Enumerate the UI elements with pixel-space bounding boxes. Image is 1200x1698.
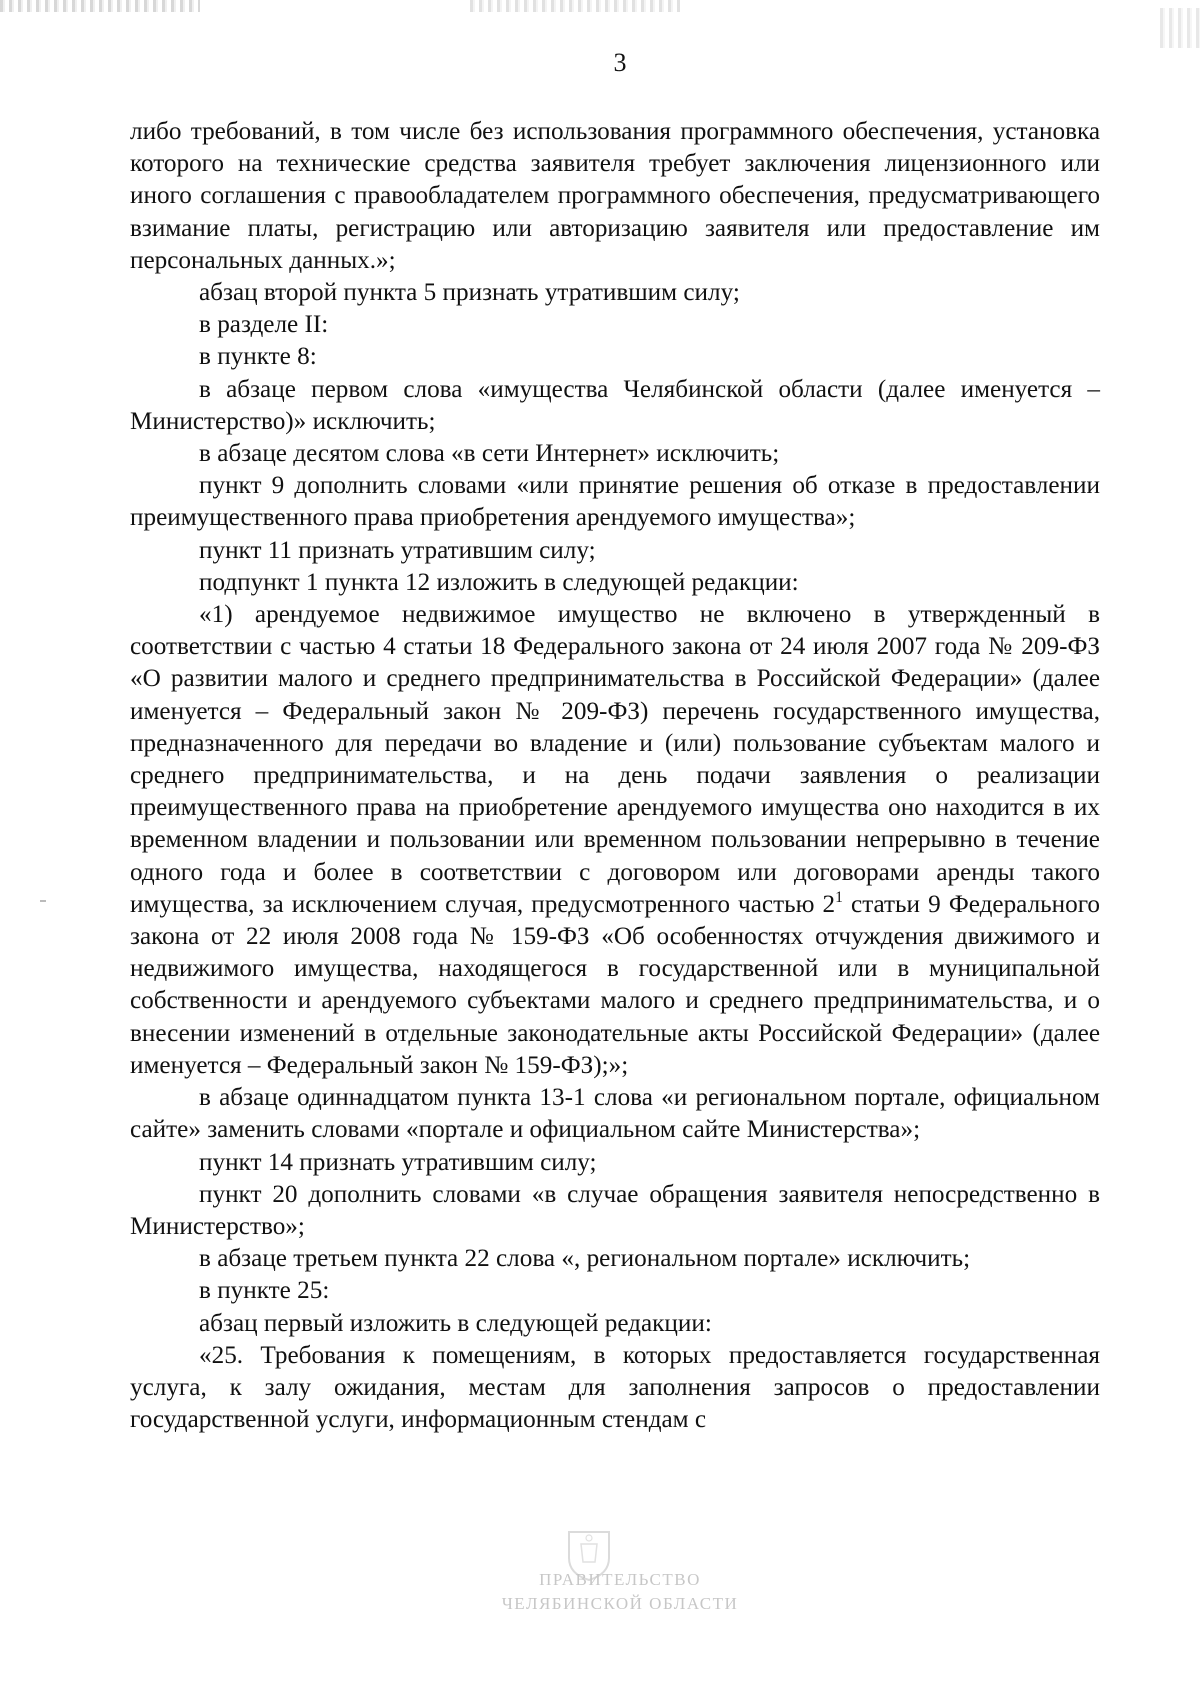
paragraph: пункт 9 дополнить словами «или принятие решения об отказе в предоставлении преимущественного права приобретения арендуемого имущества»; bbox=[130, 472, 1100, 532]
paragraph: пункт 11 признать утратившим силу; bbox=[199, 536, 596, 564]
paragraph: в абзаце третьем пункта 22 слова «, региональном портале» исключить; bbox=[199, 1245, 971, 1273]
paragraph: в абзаце десятом слова «в сети Интернет» исключить; bbox=[199, 440, 780, 468]
paragraph: в пункте 8: bbox=[199, 343, 317, 371]
paragraph: «25. Требования к помещениям, в которых предоставляется государственная услуга, к залу ожидания, местам для заполнения запросов о предоставлении государственной услуги, информационным стендам с bbox=[130, 1341, 1100, 1434]
government-watermark bbox=[0, 1568, 1200, 1616]
watermark-line: ЧЕЛЯБИНСКОЙ ОБЛАСТИ bbox=[501, 1594, 739, 1613]
watermark-line: ПРАВИТЕЛЬСТВО bbox=[539, 1570, 701, 1589]
paragraph: в разделе II: bbox=[199, 311, 329, 339]
document-body bbox=[130, 116, 1100, 1436]
page-number: 3 bbox=[613, 48, 627, 77]
paragraph: подпункт 1 пункта 12 изложить в следующей редакции: bbox=[199, 568, 799, 596]
scan-artifact bbox=[1160, 8, 1200, 48]
paragraph-text: статьи 9 Федерального закона от 22 июля 2008 года № 159-ФЗ «Об особенностях отчуждения движимого и недвижимого имущества, находящегося в государственной или в муниципальной собственности и арендуемого субъектами малого и среднего предпринимательства, и о внесении изменений в отдельные законодательные акты Российской Федерации» (далее именуется – Федеральный закон № 159-ФЗ);»; bbox=[130, 890, 1100, 1079]
paragraph: абзац второй пункта 5 признать утратившим силу; bbox=[199, 279, 740, 307]
paragraph bbox=[130, 599, 1100, 1082]
paragraph: в абзаце одиннадцатом пункта 13-1 слова «и региональном портале, официальном сайте» заменить словами «портале и официальном сайте Министерства»; bbox=[130, 1084, 1100, 1144]
paragraph: абзац первый изложить в следующей редакции: bbox=[199, 1309, 712, 1337]
paragraph: пункт 14 признать утратившим силу; bbox=[199, 1148, 597, 1176]
paragraph: пункт 20 дополнить словами «в случае обращения заявителя непосредственно в Министерство»; bbox=[130, 1180, 1100, 1240]
superscript: 1 bbox=[835, 888, 843, 906]
paragraph-text: «1) арендуемое недвижимое имущество не включено в утвержденный в соответствии с частью 4 статьи 18 Федерального закона от 24 июля 2007 года № 209-ФЗ «О развитии малого и среднего предпринимательства в Российской Федерации» (далее именуется – Федеральный закон № 209-ФЗ) перечень государственного имущества, предназначенного для передачи во владение и (или) пользование субъектам малого и среднего предпринимательства, и на день подачи заявления о реализации преимущественного права на приобретение арендуемого имущества оно находится в их временном владении и пользовании или временном пользовании непрерывно в течение одного года и более в соответствии с договором или договорами аренды такого имущества, за исключением случая, предусмотренного частью 2 bbox=[130, 601, 1100, 918]
paragraph: в пункте 25: bbox=[199, 1277, 330, 1305]
scan-artifact bbox=[0, 0, 200, 12]
paragraph: в абзаце первом слова «имущества Челябинской области (далее именуется – Министерство)» исключить; bbox=[130, 375, 1100, 435]
paragraph: либо требований, в том числе без использования программного обеспечения, установка которого на технические средства заявителя требует заключения лицензионного или иного соглашения с правообладателем программного обеспечения, предусматривающего взимание платы, регистрацию или авторизацию заявителя или предоставление им персональных данных.»; bbox=[130, 118, 1100, 274]
scan-artifact bbox=[470, 0, 680, 12]
scan-artifact bbox=[40, 900, 46, 902]
